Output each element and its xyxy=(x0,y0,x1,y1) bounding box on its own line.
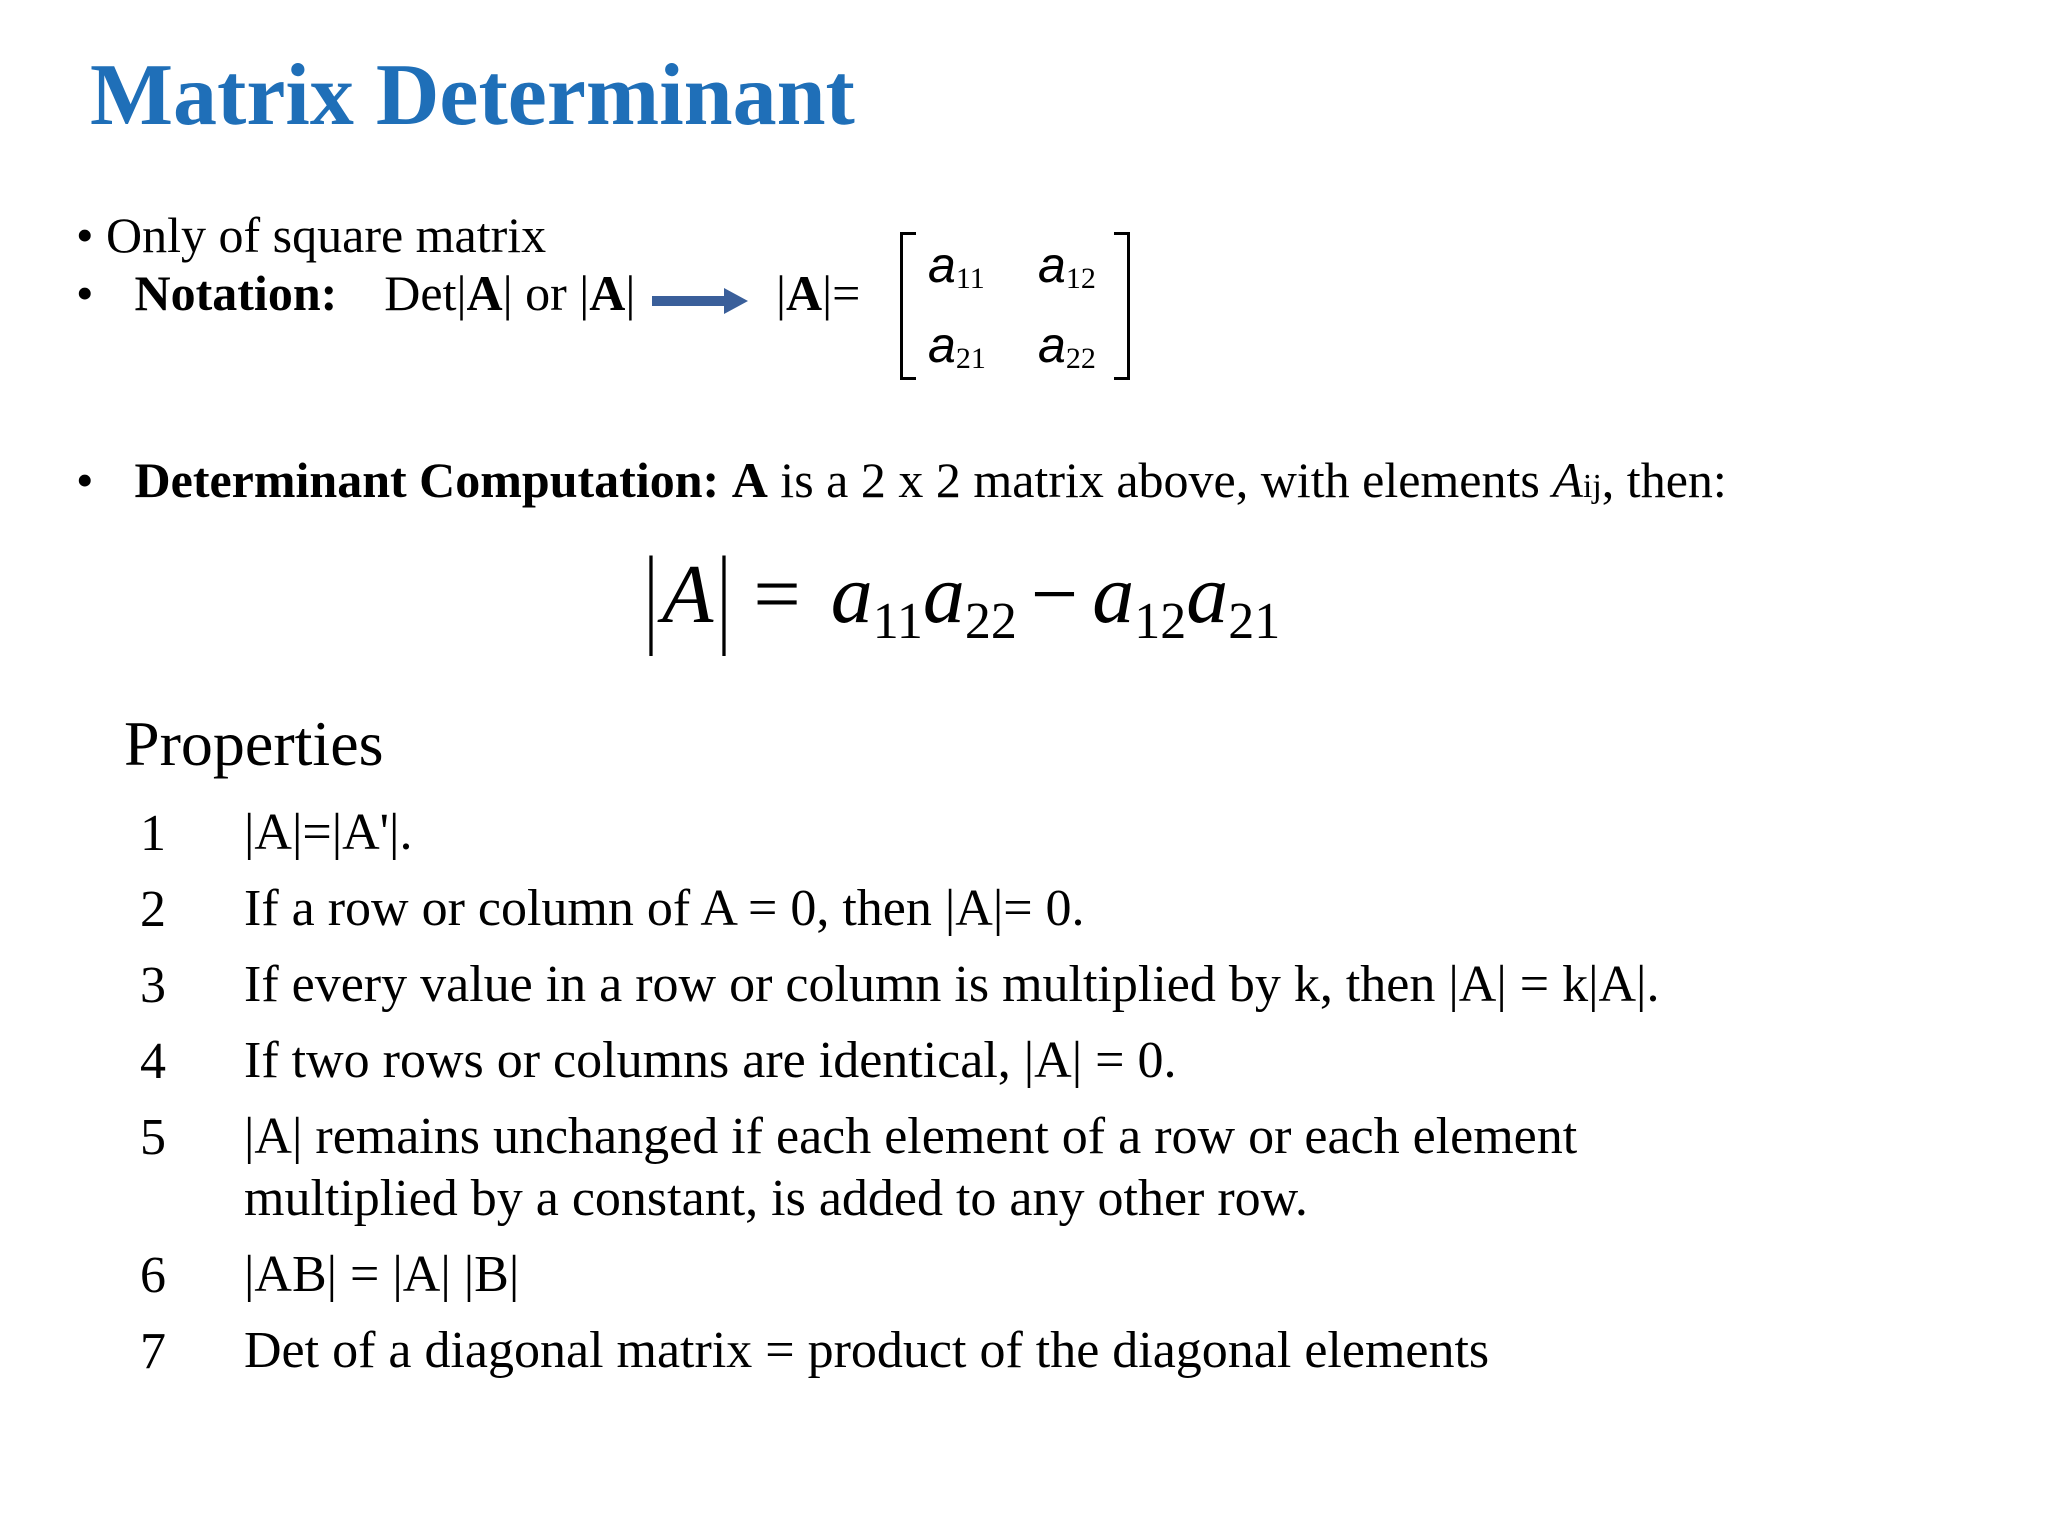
computation-aij-sub: ij xyxy=(1582,468,1602,505)
property-number: 3 xyxy=(140,957,166,1014)
determinant-formula: $|A| = a_{11}a_{22} - a_{12}a_{21}$ xyxy=(644,534,1281,656)
computation-label: Determinant Computation: xyxy=(134,452,720,508)
computation-a-bold: A xyxy=(731,452,768,508)
matrix-lhs-a: A xyxy=(786,265,823,321)
property-text: If a row or column of A = 0, then |A|= 0. xyxy=(244,880,1085,937)
property-text: Det of a diagonal matrix = product of the diagonal elements xyxy=(244,1322,1490,1379)
bullet-marker: • xyxy=(76,452,94,508)
matrix-element-a22: $a_{22}$ xyxy=(1038,317,1096,375)
property-number: 5 xyxy=(140,1109,166,1166)
bullet-computation xyxy=(76,452,1727,508)
property-number: 2 xyxy=(140,881,166,938)
bullet-text: Only of square matrix xyxy=(106,207,547,263)
property-text: If every value in a row or column is multiplied by k, then |A| = k|A|. xyxy=(244,956,1660,1013)
notation-close: | xyxy=(625,265,636,321)
right-arrow-icon xyxy=(650,286,750,316)
bullet-marker: • xyxy=(76,207,94,263)
property-text: |A| remains unchanged if each element of a row or each element xyxy=(244,1108,1578,1165)
notation-a-bold-2: A xyxy=(589,265,626,321)
matrix-2x2 xyxy=(900,232,1130,382)
matrix-lhs-eq: |= xyxy=(822,265,861,321)
property-number: 1 xyxy=(140,805,166,862)
notation-det: Det| xyxy=(384,265,467,321)
property-text: If two rows or columns are identical, |A| = 0. xyxy=(244,1032,1177,1089)
notation-a-bold: A xyxy=(466,265,503,321)
slide-title: Matrix Determinant xyxy=(90,47,855,144)
matrix-left-bracket xyxy=(900,232,916,380)
bullet-notation xyxy=(76,265,636,321)
property-number: 4 xyxy=(140,1033,166,1090)
property-number: 6 xyxy=(140,1247,166,1304)
matrix-element-a11: $a_{11}$ xyxy=(928,237,985,295)
properties-heading: Properties xyxy=(124,708,384,779)
property-text: |A|=|A'|. xyxy=(244,804,413,861)
matrix-lhs xyxy=(776,265,861,321)
matrix-element-a12: $a_{12}$ xyxy=(1038,237,1096,295)
notation-or: | or | xyxy=(502,265,590,321)
bullet-square-only xyxy=(76,207,547,263)
property-number: 7 xyxy=(140,1323,166,1380)
notation-label: Notation: xyxy=(134,265,338,321)
property-text-continued: multiplied by a constant, is added to any other row. xyxy=(244,1170,1308,1227)
matrix-lhs-bar: | xyxy=(776,265,787,321)
computation-text: is a 2 x 2 matrix above, with elements xyxy=(767,452,1553,508)
computation-aij: A xyxy=(1552,452,1583,508)
computation-tail: , then: xyxy=(1601,452,1727,508)
property-text: |AB| = |A| |B| xyxy=(244,1246,520,1303)
matrix-element-a21: $a_{21}$ xyxy=(928,317,986,375)
bullet-marker: • xyxy=(76,265,94,321)
matrix-right-bracket xyxy=(1114,232,1130,380)
